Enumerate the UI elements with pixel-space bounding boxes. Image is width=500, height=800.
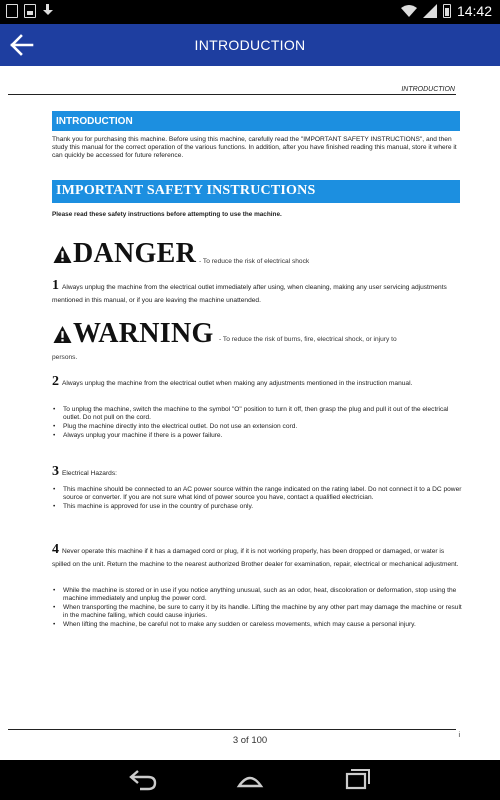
bullet-item: • To unplug the machine, switch the machine to the symbol "O" position to turn it off, then grasp the plug and pull it out of the electrical outlet. Do not pull on the cord. — [52, 406, 462, 422]
footer-rule — [8, 729, 456, 730]
notification-icons — [6, 4, 54, 18]
wifi-icon — [401, 5, 417, 17]
item-number-4: 4 — [52, 542, 59, 557]
bullet-item: • When transporting the machine, be sure to carry it by its handle. Lifting the machine by any other part may damage the machine or result in the machine falling, which could cause injuries. — [52, 604, 462, 620]
bullet-item: • While the machine is stored or in use if you notice anything unusual, such as an odor, heat, discoloration or deformation, stop using the machine immediately and unplug the power cord. — [52, 587, 462, 603]
item-text-3: Electrical Hazards: — [62, 470, 117, 477]
bullet-item: • This machine should be connected to an AC power source within the range indicated on the rating label. Do not connect it to a DC power source or converter. If you are not sure what kind of power source you have, contact a qualified electrician. — [52, 486, 462, 502]
item-3-bullets — [52, 486, 462, 512]
read-first-note: Please read these safety instructions before attempting to use the machine. — [52, 211, 282, 218]
app-bar — [0, 24, 500, 66]
page-indicator: 3 of 100 — [232, 735, 268, 746]
item-4-bullets — [52, 587, 462, 630]
intro-heading: INTRODUCTION — [56, 116, 133, 127]
item-text-4: Never operate this machine if it has a damaged cord or plug, if it is not working properly, has been dropped or damaged, or water is spilled on the unit. Return the machine to the nearest authorized Brother dealer for examination, repair, electrical or mechanical adjustment. — [52, 548, 459, 568]
warning-heading — [53, 318, 214, 350]
intro-heading-bar — [52, 111, 460, 131]
screenshot-notification-icon — [6, 4, 18, 18]
intro-paragraph: Thank you for purchasing this machine. Before using this machine, carefully read the "IMPORTANT SAFETY INSTRUCTIONS", and then study this manual for the correct operation of the various functions. In addition, after you have finished reading this manual, store it where it can quickly be accessed for future reference. — [52, 136, 457, 160]
header-rule — [8, 94, 456, 95]
bullet-item: • Always unplug your machine if there is a power failure. — [52, 432, 462, 440]
danger-heading — [53, 238, 196, 270]
app-title: INTRODUCTION — [194, 37, 306, 53]
nav-home-icon[interactable] — [235, 767, 265, 793]
warning-triangle-icon — [53, 325, 72, 344]
item-text-2: Always unplug the machine from the electrical outlet when making any adjustments mentioned in the instruction manual. — [62, 380, 413, 387]
download-notification-icon — [42, 4, 54, 18]
image-notification-icon — [24, 4, 36, 18]
item-2-bullets — [52, 406, 462, 441]
running-head: INTRODUCTION — [401, 86, 455, 93]
warning-description-cont: persons. — [52, 354, 78, 361]
bullet-item: • This machine is approved for use in the country of purchase only. — [52, 503, 462, 511]
document-page[interactable] — [0, 66, 500, 760]
danger-title: DANGER — [73, 238, 197, 269]
page-roman-numeral: i — [458, 732, 460, 739]
safety-heading-bar — [52, 180, 460, 203]
item-text-1: Always unplug the machine from the electrical outlet immediately after using, when cleaning, making any user servicing adjustments mentioned in this manual, or if you are leaving the machine unattended. — [52, 284, 447, 304]
navigation-bar — [0, 760, 500, 800]
nav-recent-apps-icon[interactable] — [342, 767, 372, 793]
warning-title: WARNING — [73, 318, 214, 349]
item-number-2: 2 — [52, 374, 59, 389]
bullet-item: • Plug the machine directly into the electrical outlet. Do not use an extension cord. — [52, 423, 462, 431]
signal-icon — [423, 4, 437, 18]
status-bar — [0, 0, 500, 24]
danger-description: - To reduce the risk of electrical shock — [199, 258, 310, 265]
warning-description: - To reduce the risk of burns, fire, electrical shock, or injury to — [219, 336, 397, 343]
item-number-3: 3 — [52, 464, 59, 479]
bullet-item: • When lifting the machine, be careful not to make any sudden or careless movements, which may cause a personal injury. — [52, 621, 462, 629]
warning-triangle-icon — [53, 245, 72, 264]
battery-icon — [443, 4, 451, 18]
nav-back-icon[interactable] — [128, 767, 158, 793]
safety-heading: IMPORTANT SAFETY INSTRUCTIONS — [56, 183, 316, 198]
item-number-1: 1 — [52, 278, 59, 293]
status-time: 14:42 — [456, 3, 492, 19]
